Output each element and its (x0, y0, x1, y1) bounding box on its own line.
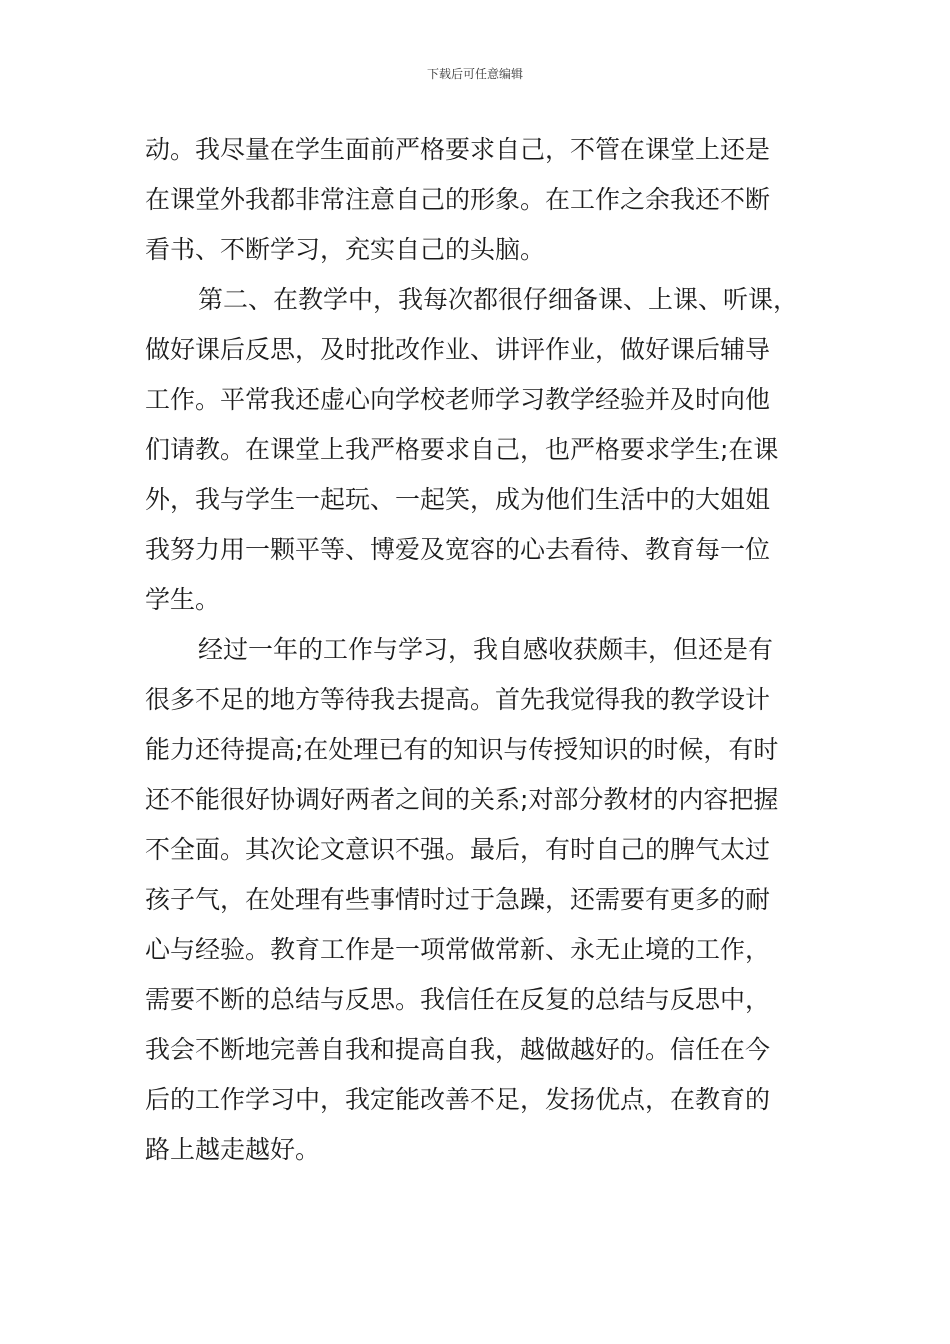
body-line: 孩子气，在处理有些事情时过于急躁，还需要有更多的耐 (145, 885, 771, 914)
body-line: 路上越走越好。 (145, 1135, 321, 1164)
body-line: 工作。平常我还虚心向学校老师学习教学经验并及时向他 (145, 385, 771, 414)
body-line: 需要不断的总结与反思。我信任在反复的总结与反思中， (145, 985, 771, 1014)
body-line: 能力还待提高;在处理已有的知识与传授知识的时候，有时 (145, 735, 779, 764)
body-line: 动。我尽量在学生面前严格要求自己，不管在课堂上还是 (145, 135, 771, 164)
body-line: 心与经验。教育工作是一项常做常新、永无止境的工作， (145, 935, 771, 964)
body-line: 我会不断地完善自我和提高自我，越做越好的。信任在今 (145, 1035, 771, 1064)
body-line: 们请教。在课堂上我严格要求自己，也严格要求学生;在课 (145, 435, 779, 464)
paragraph-start-line: 第二、在教学中，我每次都很仔细备课、上课、听课， (198, 285, 799, 314)
body-line: 很多不足的地方等待我去提高。首先我觉得我的教学设计 (145, 685, 771, 714)
body-line: 做好课后反思，及时批改作业、讲评作业，做好课后辅导 (145, 335, 771, 364)
body-line: 后的工作学习中，我定能改善不足，发扬优点，在教育的 (145, 1085, 771, 1114)
body-line: 在课堂外我都非常注意自己的形象。在工作之余我还不断 (145, 185, 771, 214)
body-line: 学生。 (145, 585, 221, 614)
body-line: 不全面。其次论文意识不强。最后，有时自己的脾气太过 (145, 835, 771, 864)
body-line: 看书、不断学习，充实自己的头脑。 (145, 235, 546, 264)
paragraph-start-line: 经过一年的工作与学习，我自感收获颇丰，但还是有 (198, 635, 774, 664)
page-header: 下载后可任意编辑 (426, 67, 523, 81)
body-line: 还不能很好协调好两者之间的关系;对部分教材的内容把握 (145, 785, 779, 814)
body-line: 外，我与学生一起玩、一起笑，成为他们生活中的大姐姐 (145, 485, 771, 514)
body-line: 我努力用一颗平等、博爱及宽容的心去看待、教育每一位 (145, 535, 771, 564)
